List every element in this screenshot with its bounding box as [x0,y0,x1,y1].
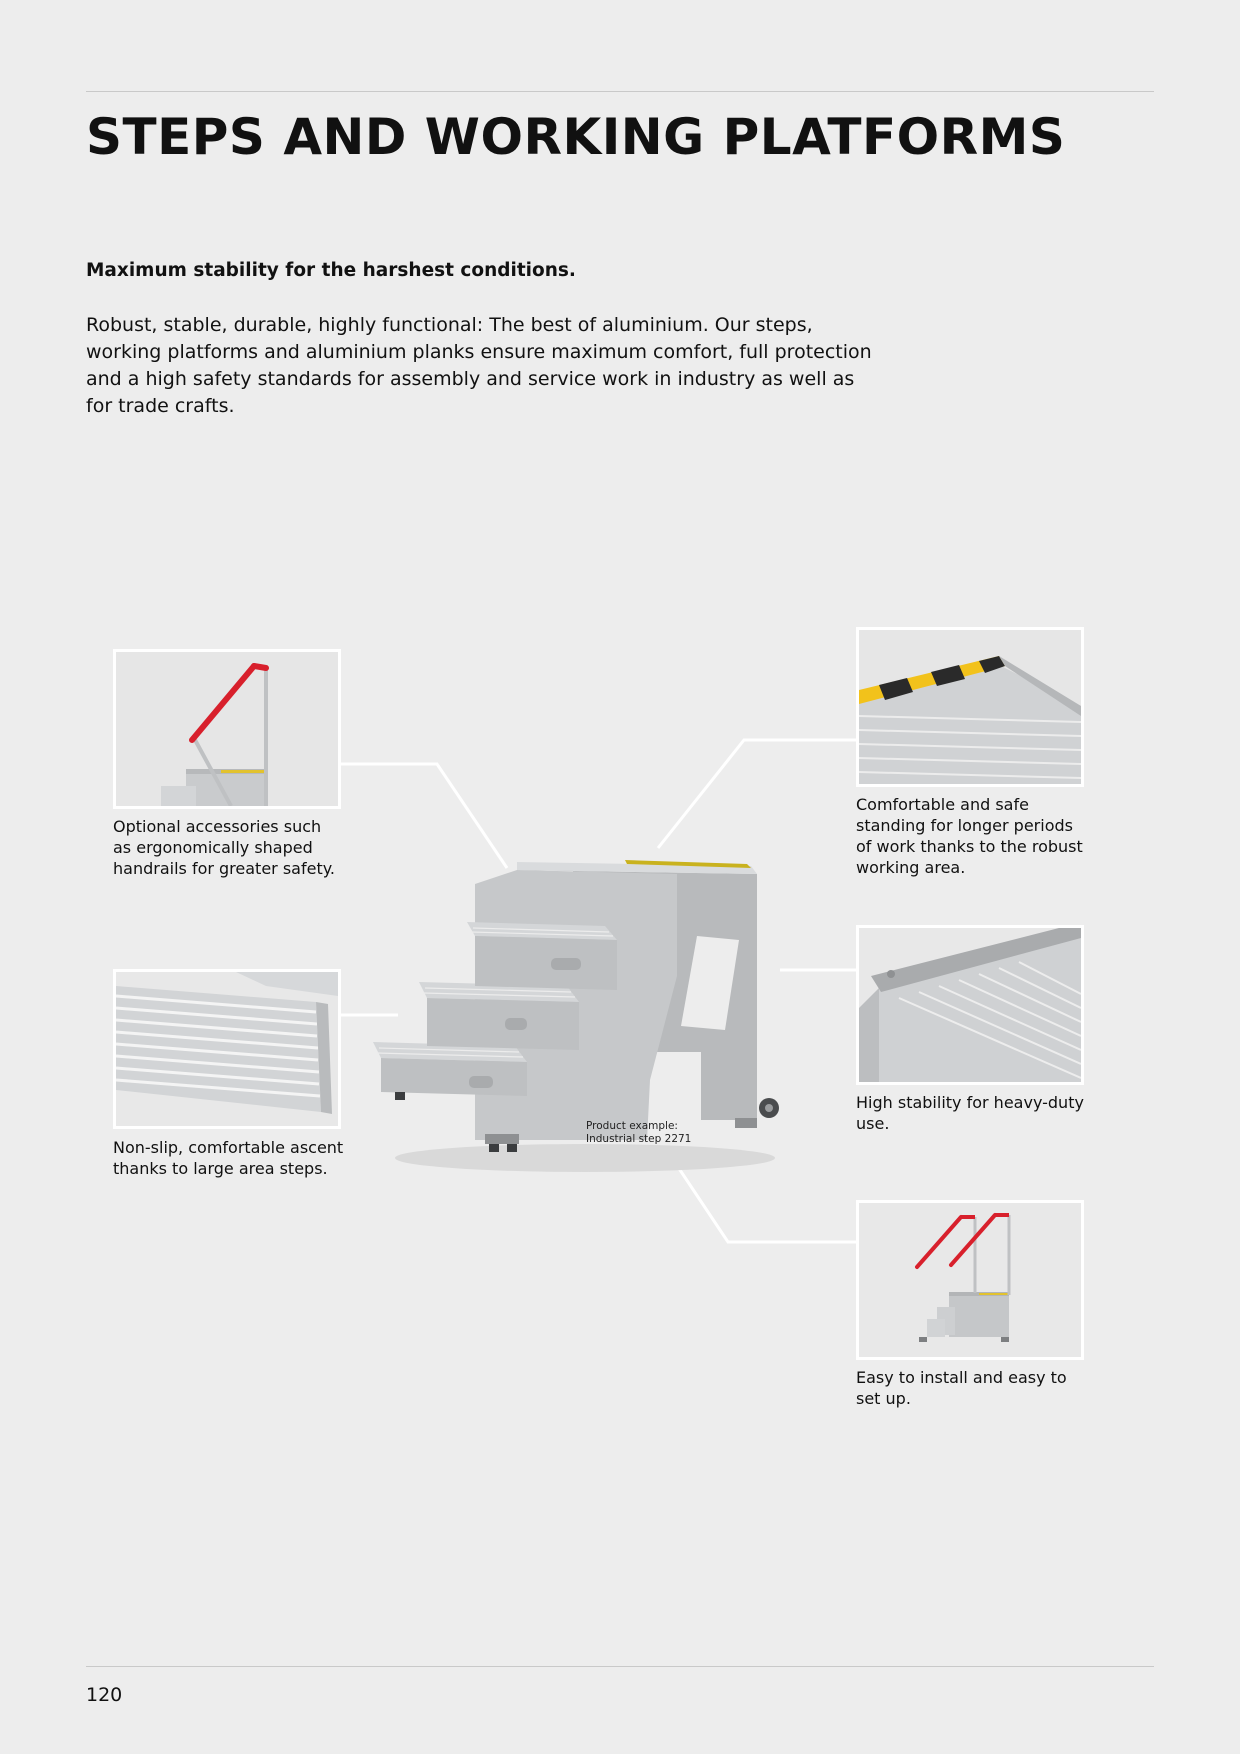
product-caption [586,1120,691,1146]
callout-install-text: Easy to install and easy to set up. [856,1368,1067,1408]
callout-working-area-text: Comfortable and safe standing for longer periods of work thanks to the robust working area. [856,795,1083,877]
handrail-illustration [116,652,338,806]
product-caption-line1: Product example: [586,1120,678,1132]
steps-detail-image [113,969,341,1129]
page-title: STEPS AND WORKING PLATFORMS [86,108,1066,166]
callout-handrail-text: Optional accessories such as ergonomically shaped handrails for greater safety. [113,817,335,878]
step-tread-illustration [116,972,338,1126]
step-with-handrails-illustration [859,1203,1081,1357]
working-area-illustration [859,630,1081,784]
platform-edge-illustration [859,928,1081,1082]
intro-paragraph: Robust, stable, durable, highly functional: The best of aluminium. Our steps, working platforms and aluminium planks ensure maximum comfort, full protection and a high safety standards for assembly and service work in industry as well as for trade crafts. [86,314,872,417]
industrial-step-illustration [355,840,795,1180]
stability-detail-image [856,925,1084,1085]
connector-working-area [658,740,856,848]
callout-stability-text: High stability for heavy-duty use. [856,1093,1084,1133]
page-number: 120 [86,1684,123,1706]
callout-steps-text: Non-slip, comfortable ascent thanks to large area steps. [113,1138,344,1178]
working-area-detail-image [856,627,1084,787]
handrail-detail-image [113,649,341,809]
product-caption-line2: Industrial step 2271 [586,1133,692,1145]
bottom-rule [86,1666,1154,1667]
page-subtitle: Maximum stability for the harshest conditions. [86,260,576,281]
industrial-step-image [355,840,795,1180]
install-detail-image [856,1200,1084,1360]
top-rule [86,91,1154,92]
